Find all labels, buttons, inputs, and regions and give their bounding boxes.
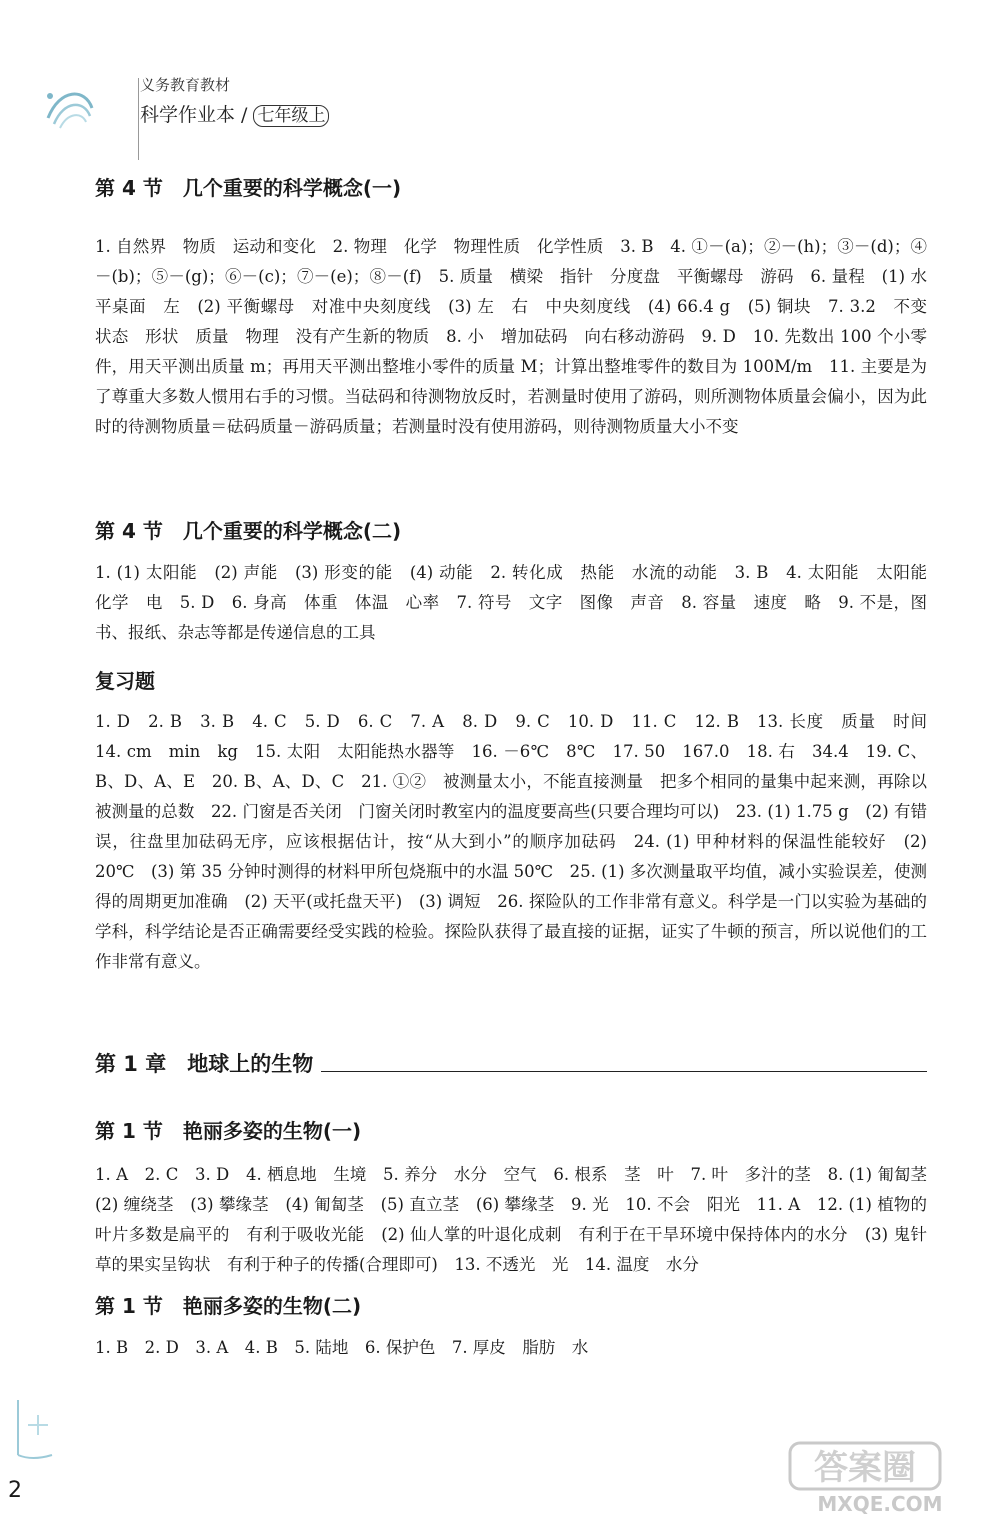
section-title-4-1: 第 4 节 几个重要的科学概念(一)	[95, 176, 402, 200]
grade-badge: 七年级上	[253, 105, 329, 127]
book-title-line	[140, 100, 329, 127]
section-body-4-1: 1. 自然界 物质 运动和变化 2. 物理 化学 物理性质 化学性质 3. B 4. ①－(a)；②－(h)；③－(d)；④－(b)；⑤－(g)；⑥－(c)；⑦－(e)；⑧－(f) 5. 质量 横梁 指针 分度盘 平衡螺母 游码 6. 量程 (1) 水平桌面 左 (2) 平衡螺母 对准中央刻度线 (3) 左 右 中央刻度线 (4) 66.4 g (5) 铜块 7. 3.2 不变 状态 形状 质量 物理 没有产生新的物质 8. 小 增加砝码 向右移动游码 9. D 10. 先数出 100 个小零件，用天平测出质量 m；再用天平测出整堆小零件的质量 M；计算出整堆零件的数目为 100M/m 11. 主要是为了尊重大多数人惯用右手的习惯。当砝码和待测物放反时，若测量时使用了游码，则所测物体质量会偏小，因为此时的待测物质量＝砝码质量－游码质量；若测量时没有使用游码，则待测物质量大小不变	[95, 237, 944, 436]
section-title-review: 复习题	[95, 669, 155, 693]
book-header	[40, 70, 360, 160]
chapter-rule	[321, 1071, 927, 1072]
series-name: 义务教育教材	[140, 76, 231, 94]
section-title-1-1: 第 1 节 艳丽多姿的生物(一)	[95, 1119, 362, 1143]
header-divider	[138, 78, 139, 160]
publisher-logo-icon	[40, 78, 100, 138]
corner-decoration-icon	[12, 1395, 72, 1465]
page-number: 2	[8, 1478, 22, 1503]
watermark-logo-icon	[770, 1435, 985, 1515]
chapter-heading	[95, 1048, 927, 1078]
section-title-1-2: 第 1 节 艳丽多姿的生物(二)	[95, 1294, 362, 1318]
chapter-title: 第 1 章 地球上的生物	[95, 1052, 314, 1076]
section-body-1-2: 1. B 2. D 3. A 4. B 5. 陆地 6. 保护色 7. 厚皮 脂肪 水	[95, 1338, 589, 1357]
section-body-4-2: 1. (1) 太阳能 (2) 声能 (3) 形变的能 (4) 动能 2. 转化成 热能 水流的动能 3. B 4. 太阳能 太阳能 化学 电 5. D 6. 身高 体重 体温 心率 7. 符号 文字 图像 声音 8. 容量 速度 略 9. 不是，图书、报纸、杂志等都是传递信息的工具	[95, 563, 944, 642]
watermark-logo-text: 答案圈	[814, 1448, 916, 1488]
section-body-1-1: 1. A 2. C 3. D 4. 栖息地 生境 5. 养分 水分 空气 6. 根系 茎 叶 7. 叶 多汁的茎 8. (1) 匍匐茎 (2) 缠绕茎 (3) 攀缘茎 (4) 匍匐茎 (5) 直立茎 (6) 攀缘茎 9. 光 10. 不会 阳光 11. A 12. (1) 植物的叶片多数是扁平的 有利于吸收光能 (2) 仙人掌的叶退化成刺 有利于在干旱环境中保持体内的水分 (3) 鬼针草的果实呈钩状 有利于种子的传播(合理即可) 13. 不透光 光 14. 温度 水分	[95, 1165, 944, 1274]
section-title-4-2: 第 4 节 几个重要的科学概念(二)	[95, 519, 402, 543]
section-body-review: 1. D 2. B 3. B 4. C 5. D 6. C 7. A 8. D 9. C 10. D 11. C 12. B 13. 长度 质量 时间 14. cm min kg 15. 太阳 太阳能热水器等 16. －6℃ 8℃ 17. 50 167.0 18. 右 34.4 19. C、B、D、A、E 20. B、A、D、C 21. ①② 被测量太小，不能直接测量 把多个相同的量集中起来测，再除以被测量的总数 22. 门窗是否关闭 门窗关闭时教室内的温度要高些(只要合理均可以) 23. (1) 1.75 g (2) 有错误，往盘里加砝码无序，应该根据估计，按“从大到小”的顺序加砝码 24. (1) 甲种材料的保温性能较好 (2) 20℃ (3) 第 35 分钟时测得的材料甲所包烧瓶中的水温 50℃ 25. (1) 多次测量取平均值，减小实验误差，使测得的周期更加准确 (2) 天平(或托盘天平) (3) 调短 26. 探险队的工作非常有意义。科学是一门以实验为基础的学科，科学结论是否正确需要经受实践的检验。探险队获得了最直接的证据，证实了牛顿的预言，所以说他们的工作非常有意义。	[95, 712, 944, 971]
watermark-url: MXQE.COM	[817, 1492, 943, 1515]
book-title: 科学作业本 /	[140, 104, 254, 126]
